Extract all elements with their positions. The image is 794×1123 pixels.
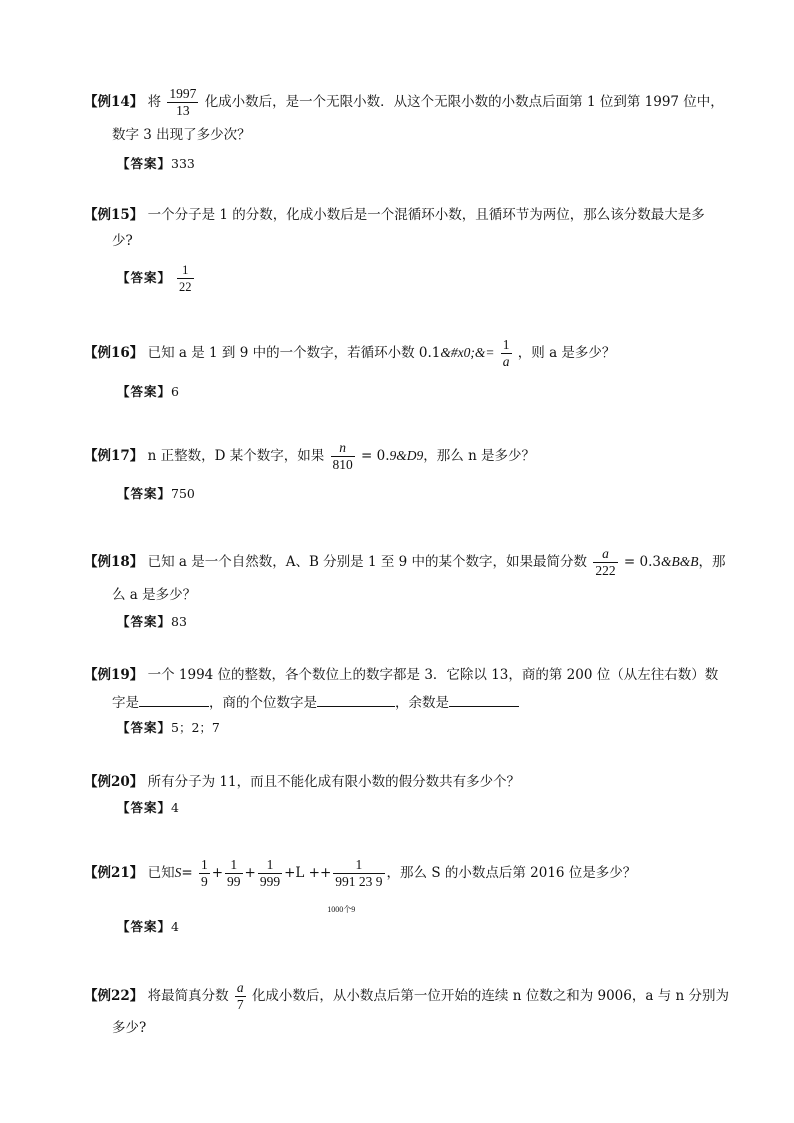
fraction-denominator: 13 bbox=[167, 102, 198, 119]
question-14-line2: 数字 3 出现了多少次？ bbox=[112, 127, 251, 143]
question-18-line2: 么 a 是多少？ bbox=[112, 587, 197, 603]
answer-20 bbox=[117, 799, 179, 817]
answer-value: 6 bbox=[171, 384, 179, 399]
denominator-underbrace-label: 1000个9 bbox=[327, 905, 356, 914]
repeating-decimal-expression: 9&D9 bbox=[389, 448, 424, 463]
question-17 bbox=[84, 440, 535, 473]
plus-signs: ++ bbox=[308, 865, 332, 881]
question-label: 【例20】 bbox=[84, 774, 144, 790]
question-text: = 0. bbox=[361, 448, 390, 464]
question-label: 【例18】 bbox=[84, 554, 144, 570]
answer-fraction bbox=[177, 262, 194, 295]
fraction bbox=[258, 857, 282, 890]
fraction-numerator: 1 bbox=[266, 857, 274, 872]
answer-value: 83 bbox=[171, 614, 187, 629]
repeating-decimal-expression: &B&B bbox=[660, 554, 699, 569]
question-text: ，那 bbox=[698, 554, 726, 570]
fraction bbox=[225, 857, 243, 890]
answer-19 bbox=[117, 719, 220, 737]
question-text: 将 bbox=[147, 94, 162, 110]
fraction-numerator: 1 bbox=[355, 857, 363, 872]
answer-blank-3[interactable] bbox=[449, 692, 519, 707]
question-label: 【例19】 bbox=[84, 667, 144, 683]
equals-sign: = bbox=[181, 865, 193, 881]
question-label: 【例22】 bbox=[84, 988, 144, 1004]
question-text: ，那么 S 的小数点后第 2016 位是多少？ bbox=[386, 865, 637, 881]
answer-value: 4 bbox=[171, 919, 179, 934]
repeating-decimal-expression: &#x0;&= bbox=[440, 345, 495, 360]
answer-label: 【答案】 bbox=[117, 800, 172, 815]
question-22-line2: 多少? bbox=[112, 1020, 147, 1036]
question-text: ，余数是 bbox=[395, 695, 449, 711]
answer-value: 750 bbox=[171, 486, 195, 501]
question-19-line2 bbox=[112, 692, 519, 713]
answer-blank-2[interactable] bbox=[317, 692, 395, 707]
fraction-numerator: 1 bbox=[200, 857, 208, 872]
question-label: 【例16】 bbox=[84, 345, 144, 361]
fraction bbox=[235, 980, 246, 1013]
question-text: ，则 a 是多少？ bbox=[517, 345, 616, 361]
fraction-numerator: 1 bbox=[230, 857, 238, 872]
answer-label: 【答案】 bbox=[117, 486, 172, 501]
question-19 bbox=[84, 665, 718, 685]
variable-s: S bbox=[174, 865, 182, 880]
fraction bbox=[167, 86, 198, 119]
fraction-numerator: a bbox=[602, 546, 609, 561]
fraction-denominator: 99 bbox=[227, 874, 241, 889]
question-text: 已知 a 是 1 到 9 中的一个数字，若循环小数 0.1 bbox=[147, 345, 441, 361]
fraction bbox=[199, 857, 210, 890]
question-16 bbox=[84, 337, 615, 370]
question-text: n 正整数，D 某个数字，如果 bbox=[147, 448, 325, 464]
fraction-numerator: 1997 bbox=[169, 86, 197, 101]
question-text: 化成小数后，从小数点后第一位开始的连续 n 位数之和为 9006，a 与 n 分别为 bbox=[251, 988, 729, 1004]
fraction-numerator: a bbox=[236, 980, 244, 995]
question-21: 【例21】 已知S= $\frac{1}{9}$ + $\frac{1}{99}$ + $\frac{1}{999}$ +L ++ 1 991 23 9 1000个9 ，那么 S 的小数点后第 2016 位是多少？ bbox=[84, 857, 636, 890]
fraction-denominator: 999 bbox=[259, 874, 281, 889]
fraction-numerator: 1 bbox=[502, 337, 510, 352]
fraction bbox=[331, 440, 355, 473]
question-text: ，商的个位数字是 bbox=[209, 695, 317, 711]
question-label: 【例17】 bbox=[84, 448, 144, 464]
fraction-denominator bbox=[327, 873, 384, 914]
plus-ellipsis: +L bbox=[284, 865, 305, 881]
denominator-text: 991 23 9 bbox=[335, 874, 383, 889]
answer-value: 333 bbox=[171, 156, 195, 171]
question-text: 将最简真分数 bbox=[147, 988, 229, 1004]
answer-17 bbox=[117, 485, 195, 503]
question-15 bbox=[84, 205, 705, 225]
question-22 bbox=[84, 980, 729, 1013]
fraction-denominator: 22 bbox=[179, 280, 192, 294]
question-14 bbox=[84, 86, 724, 119]
answer-14 bbox=[117, 155, 195, 173]
question-label: 【例15】 bbox=[84, 207, 144, 223]
fraction-numerator: 1 bbox=[182, 263, 189, 277]
question-text: 一个分子是 1 的分数，化成小数后是一个混循环小数，且循环节为两位，那么该分数最大是多 bbox=[147, 207, 705, 223]
fraction bbox=[501, 337, 512, 370]
question-text: 字是 bbox=[112, 695, 139, 711]
answer-value: 4 bbox=[171, 800, 179, 815]
question-text: 一个 1994 位的整数，各个数位上的数字都是 3．它除以 13，商的第 200 位（从左往右数）数 bbox=[147, 667, 719, 683]
fraction-denominator: 7 bbox=[236, 997, 244, 1012]
fraction-numerator: n bbox=[339, 440, 346, 455]
answer-value: 5；2；7 bbox=[171, 720, 220, 735]
answer-blank-1[interactable] bbox=[139, 692, 209, 707]
fraction-denominator: 222 bbox=[595, 563, 616, 578]
answer-label: 【答案】 bbox=[117, 384, 172, 399]
question-label: 【例21】 bbox=[84, 865, 144, 881]
question-20 bbox=[84, 772, 520, 792]
question-text: = 0.3 bbox=[623, 554, 661, 570]
question-text: 化成小数后，是一个无限小数．从这个无限小数的小数点后面第 1 位到第 1997 位中， bbox=[204, 94, 724, 110]
question-text: ，那么 n 是多少？ bbox=[423, 448, 536, 464]
answer-label: 【答案】 bbox=[117, 720, 172, 735]
question-text: 已知 bbox=[147, 865, 175, 881]
answer-21 bbox=[117, 918, 179, 936]
fraction bbox=[593, 546, 617, 579]
answer-label: 【答案】 bbox=[117, 614, 172, 629]
fraction bbox=[327, 857, 384, 914]
answer-label: 【答案】 bbox=[117, 919, 172, 934]
answer-16 bbox=[117, 383, 179, 401]
question-label: 【例14】 bbox=[84, 94, 144, 110]
answer-label: 【答案】 bbox=[117, 270, 172, 285]
answer-label: 【答案】 bbox=[117, 156, 172, 171]
fraction-denominator: 9 bbox=[200, 874, 208, 889]
question-text: 所有分子为 11，而且不能化成有限小数的假分数共有多少个？ bbox=[147, 774, 521, 790]
fraction-denominator: a bbox=[502, 354, 510, 369]
fraction-denominator: 810 bbox=[332, 457, 353, 472]
answer-18 bbox=[117, 613, 187, 631]
answer-15 bbox=[117, 262, 196, 295]
question-18 bbox=[84, 546, 725, 579]
question-text: 已知 a 是一个自然数，A、B 分别是 1 至 9 中的某个数字，如果最简分数 bbox=[147, 554, 588, 570]
question-15-line2: 少? bbox=[112, 233, 133, 249]
